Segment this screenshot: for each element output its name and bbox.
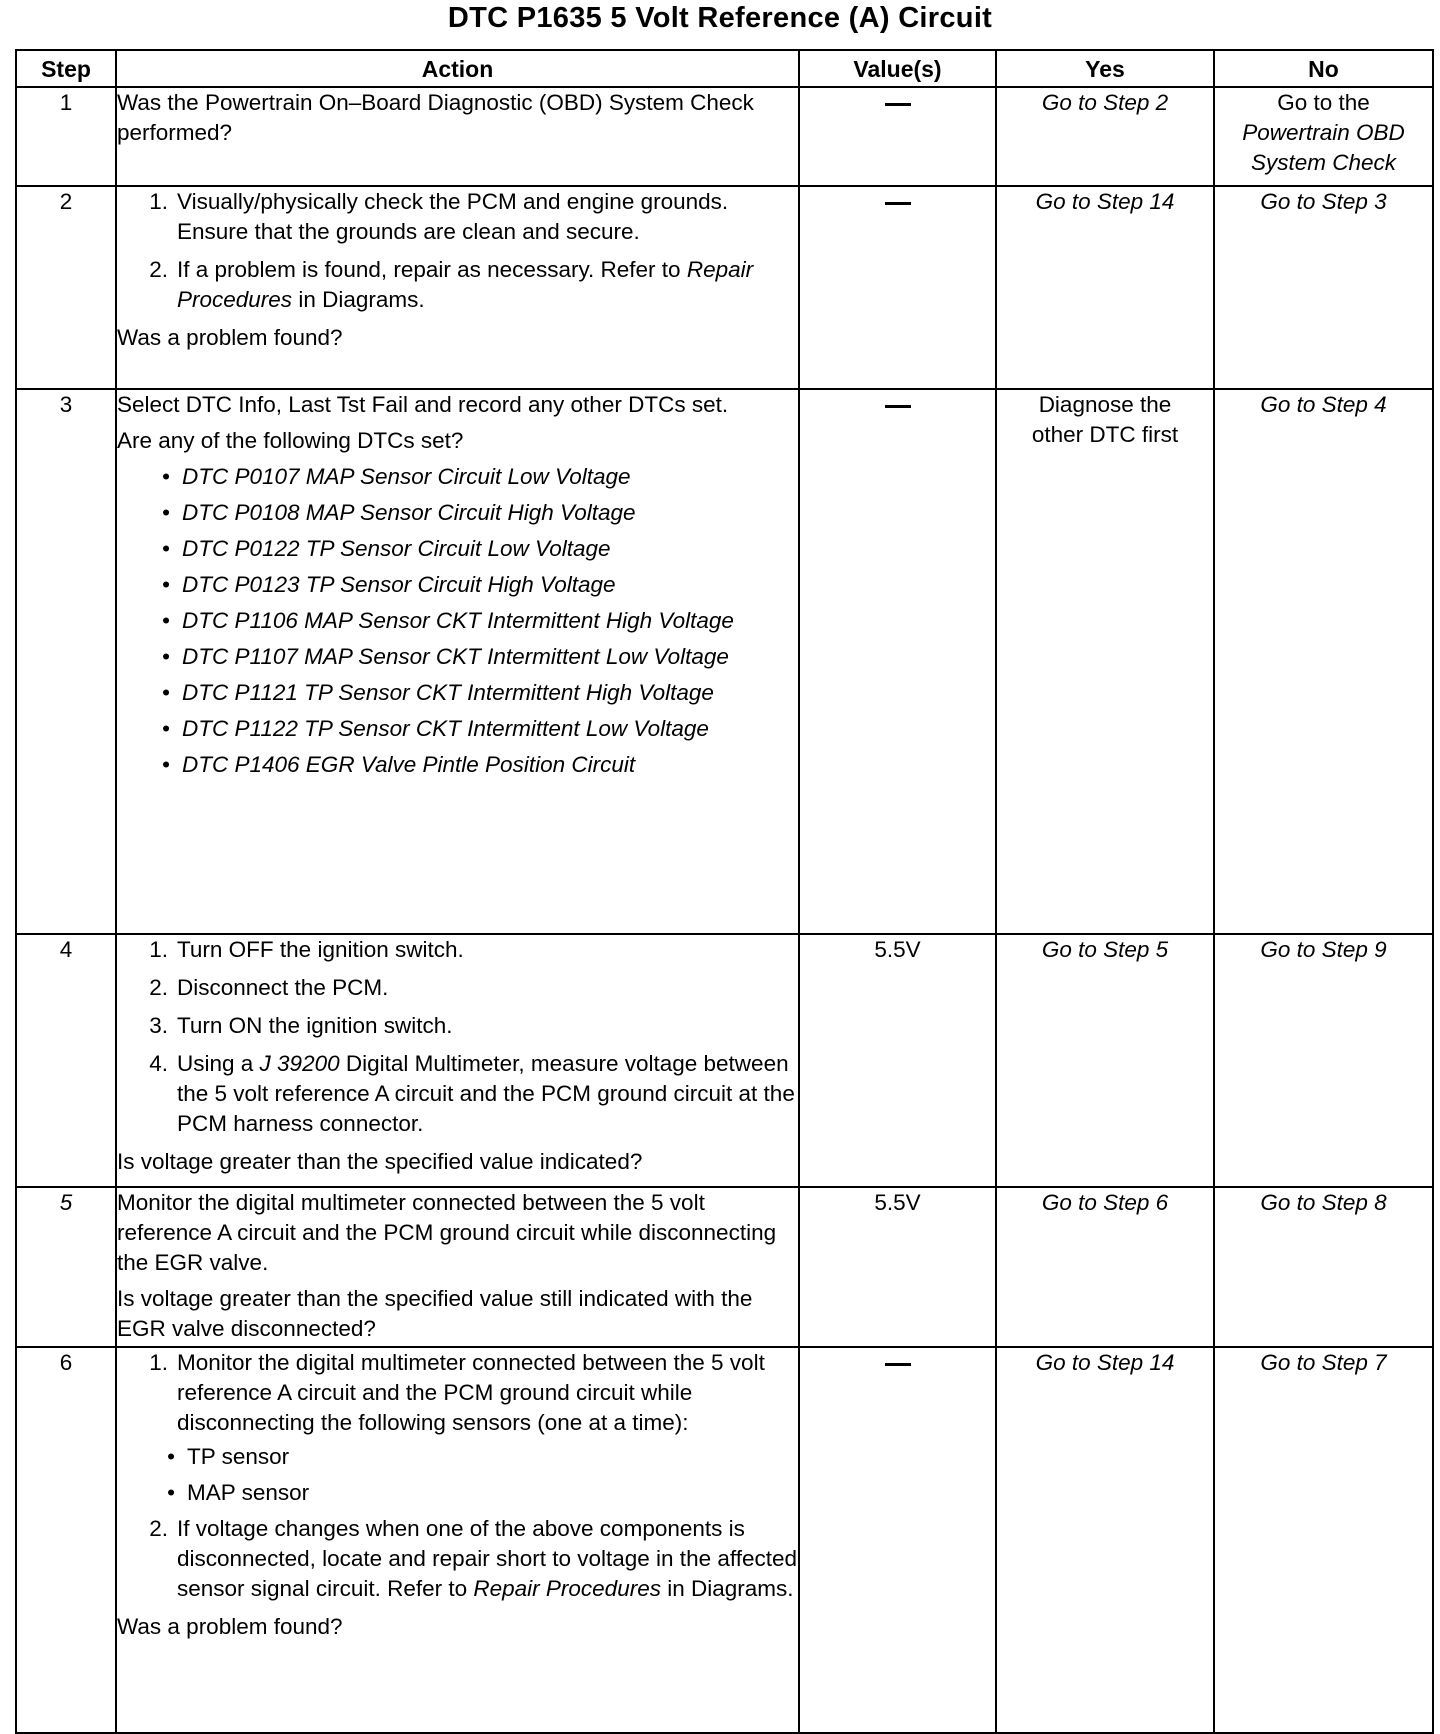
yes-line-2: other DTC first — [1031, 422, 1179, 447]
action-text: Monitor the digital multimeter connected between the 5 volt reference A circuit and the PCM ground circuit while disconnecting the EGR valve. — [117, 1190, 777, 1275]
yes-cell: Go to Step 5 — [996, 934, 1214, 1187]
value-cell — [799, 186, 996, 389]
no-cell: Go to Step 3 — [1214, 186, 1433, 389]
table-row-step-5 — [16, 1187, 1433, 1347]
value-cell: 5.5V — [799, 1187, 996, 1347]
numbered-item: 2. If a problem is found, repair as necessary. Refer to Repair Procedures in Diagrams. — [149, 257, 754, 312]
header-row — [16, 50, 1433, 87]
action-cell — [116, 186, 799, 389]
step-number: 3 — [16, 389, 116, 934]
yes-cell — [996, 389, 1214, 934]
action-text: Select DTC Info, Last Tst Fail and record any other DTCs set. — [117, 392, 729, 417]
dtc-list-item: • DTC P0123 TP Sensor Circuit High Voltage — [162, 572, 616, 597]
empty-value-dash — [885, 202, 911, 205]
dtc-list-item: • DTC P1121 TP Sensor CKT Intermittent High Voltage — [162, 680, 714, 705]
header-no: No — [1214, 50, 1433, 87]
dtc-list-item: • DTC P0107 MAP Sensor Circuit Low Voltage — [162, 464, 631, 489]
action-cell — [116, 1347, 799, 1733]
table-row-step-6 — [16, 1347, 1433, 1733]
sensor-list-item: • TP sensor — [167, 1444, 290, 1469]
value-cell — [799, 1347, 996, 1733]
table-row-step-1 — [16, 87, 1433, 186]
page-title: DTC P1635 5 Volt Reference (A) Circuit — [447, 2, 993, 34]
value-cell — [799, 87, 996, 186]
action-question: Was a problem found? — [117, 1614, 343, 1639]
yes-cell: Go to Step 14 — [996, 186, 1214, 389]
no-cell — [1214, 87, 1433, 186]
action-cell — [116, 87, 799, 186]
action-cell — [116, 389, 799, 934]
action-question: Is voltage greater than the specified value indicated? — [117, 1149, 643, 1174]
table-row-step-3 — [16, 389, 1433, 934]
sensor-list-item: • MAP sensor — [167, 1480, 310, 1505]
header-value: Value(s) — [799, 50, 996, 87]
dtc-list-item: • DTC P1106 MAP Sensor CKT Intermittent High Voltage — [162, 608, 734, 633]
repair-procedures-ref: Repair Procedures — [177, 257, 754, 312]
step-number: 6 — [16, 1347, 116, 1733]
numbered-item: 1. Turn OFF the ignition switch. — [149, 937, 464, 962]
step-number: 4 — [16, 934, 116, 1187]
dtc-list-item: • DTC P1107 MAP Sensor CKT Intermittent Low Voltage — [162, 644, 729, 669]
yes-line-1: Diagnose the — [1038, 392, 1172, 417]
numbered-item: 4. Using a J 39200 Digital Multimeter, measure voltage between the 5 volt reference A circuit and the PCM ground circuit at the PCM harness connector. — [149, 1051, 795, 1136]
empty-value-dash — [885, 1363, 911, 1366]
no-line-2: Powertrain OBD — [1242, 120, 1405, 145]
step-number: 1 — [16, 87, 116, 186]
yes-cell: Go to Step 6 — [996, 1187, 1214, 1347]
dtc-list-item: • DTC P0122 TP Sensor Circuit Low Voltage — [162, 536, 611, 561]
no-cell: Go to Step 8 — [1214, 1187, 1433, 1347]
header-yes: Yes — [996, 50, 1214, 87]
numbered-item: 3. Turn ON the ignition switch. — [149, 1013, 453, 1038]
action-text: Was the Powertrain On–Board Diagnostic (OBD) System Check performed? — [117, 90, 754, 145]
action-question: Was a problem found? — [117, 325, 343, 350]
sensor-list — [117, 1442, 798, 1508]
diagnostic-table — [15, 49, 1434, 1734]
tool-ref: J 39200 — [259, 1051, 340, 1076]
action-cell — [116, 934, 799, 1187]
value-cell: 5.5V — [799, 934, 996, 1187]
empty-value-dash — [885, 103, 911, 106]
header-step: Step — [16, 50, 116, 87]
empty-value-dash — [885, 405, 911, 408]
numbered-item: 2. If voltage changes when one of the above components is disconnected, locate and repair short to voltage in the affected sensor signal circuit. Refer to Repair Procedures in Diagrams. — [149, 1516, 797, 1601]
no-line-3: System Check — [1250, 150, 1397, 175]
dtc-list-item: • DTC P0108 MAP Sensor Circuit High Voltage — [162, 500, 636, 525]
step-number: 2 — [16, 186, 116, 389]
no-cell: Go to Step 7 — [1214, 1347, 1433, 1733]
numbered-item: 1. Visually/physically check the PCM and engine grounds. Ensure that the grounds are clean and secure. — [149, 189, 729, 244]
yes-cell: Go to Step 2 — [996, 87, 1214, 186]
table-row-step-2 — [16, 186, 1433, 389]
no-cell: Go to Step 4 — [1214, 389, 1433, 934]
header-action: Action — [116, 50, 799, 87]
action-cell — [116, 1187, 799, 1347]
numbered-item: 2. Disconnect the PCM. — [149, 975, 389, 1000]
action-question: Are any of the following DTCs set? — [117, 428, 464, 453]
repair-procedures-ref: Repair Procedures — [473, 1576, 661, 1601]
dtc-list-item: • DTC P1122 TP Sensor CKT Intermittent Low Voltage — [162, 716, 709, 741]
step-number: 5 — [16, 1187, 116, 1347]
action-question: Is voltage greater than the specified value still indicated with the EGR valve disconnected? — [117, 1286, 753, 1341]
no-cell: Go to Step 9 — [1214, 934, 1433, 1187]
numbered-item: 1. Monitor the digital multimeter connected between the 5 volt reference A circuit and the PCM ground circuit while disconnecting the following sensors (one at a time): — [149, 1350, 765, 1435]
dtc-list-item: • DTC P1406 EGR Valve Pintle Position Circuit — [162, 752, 636, 777]
value-cell — [799, 389, 996, 934]
no-line-1: Go to the — [1277, 90, 1370, 115]
table-row-step-4 — [16, 934, 1433, 1187]
yes-cell: Go to Step 14 — [996, 1347, 1214, 1733]
